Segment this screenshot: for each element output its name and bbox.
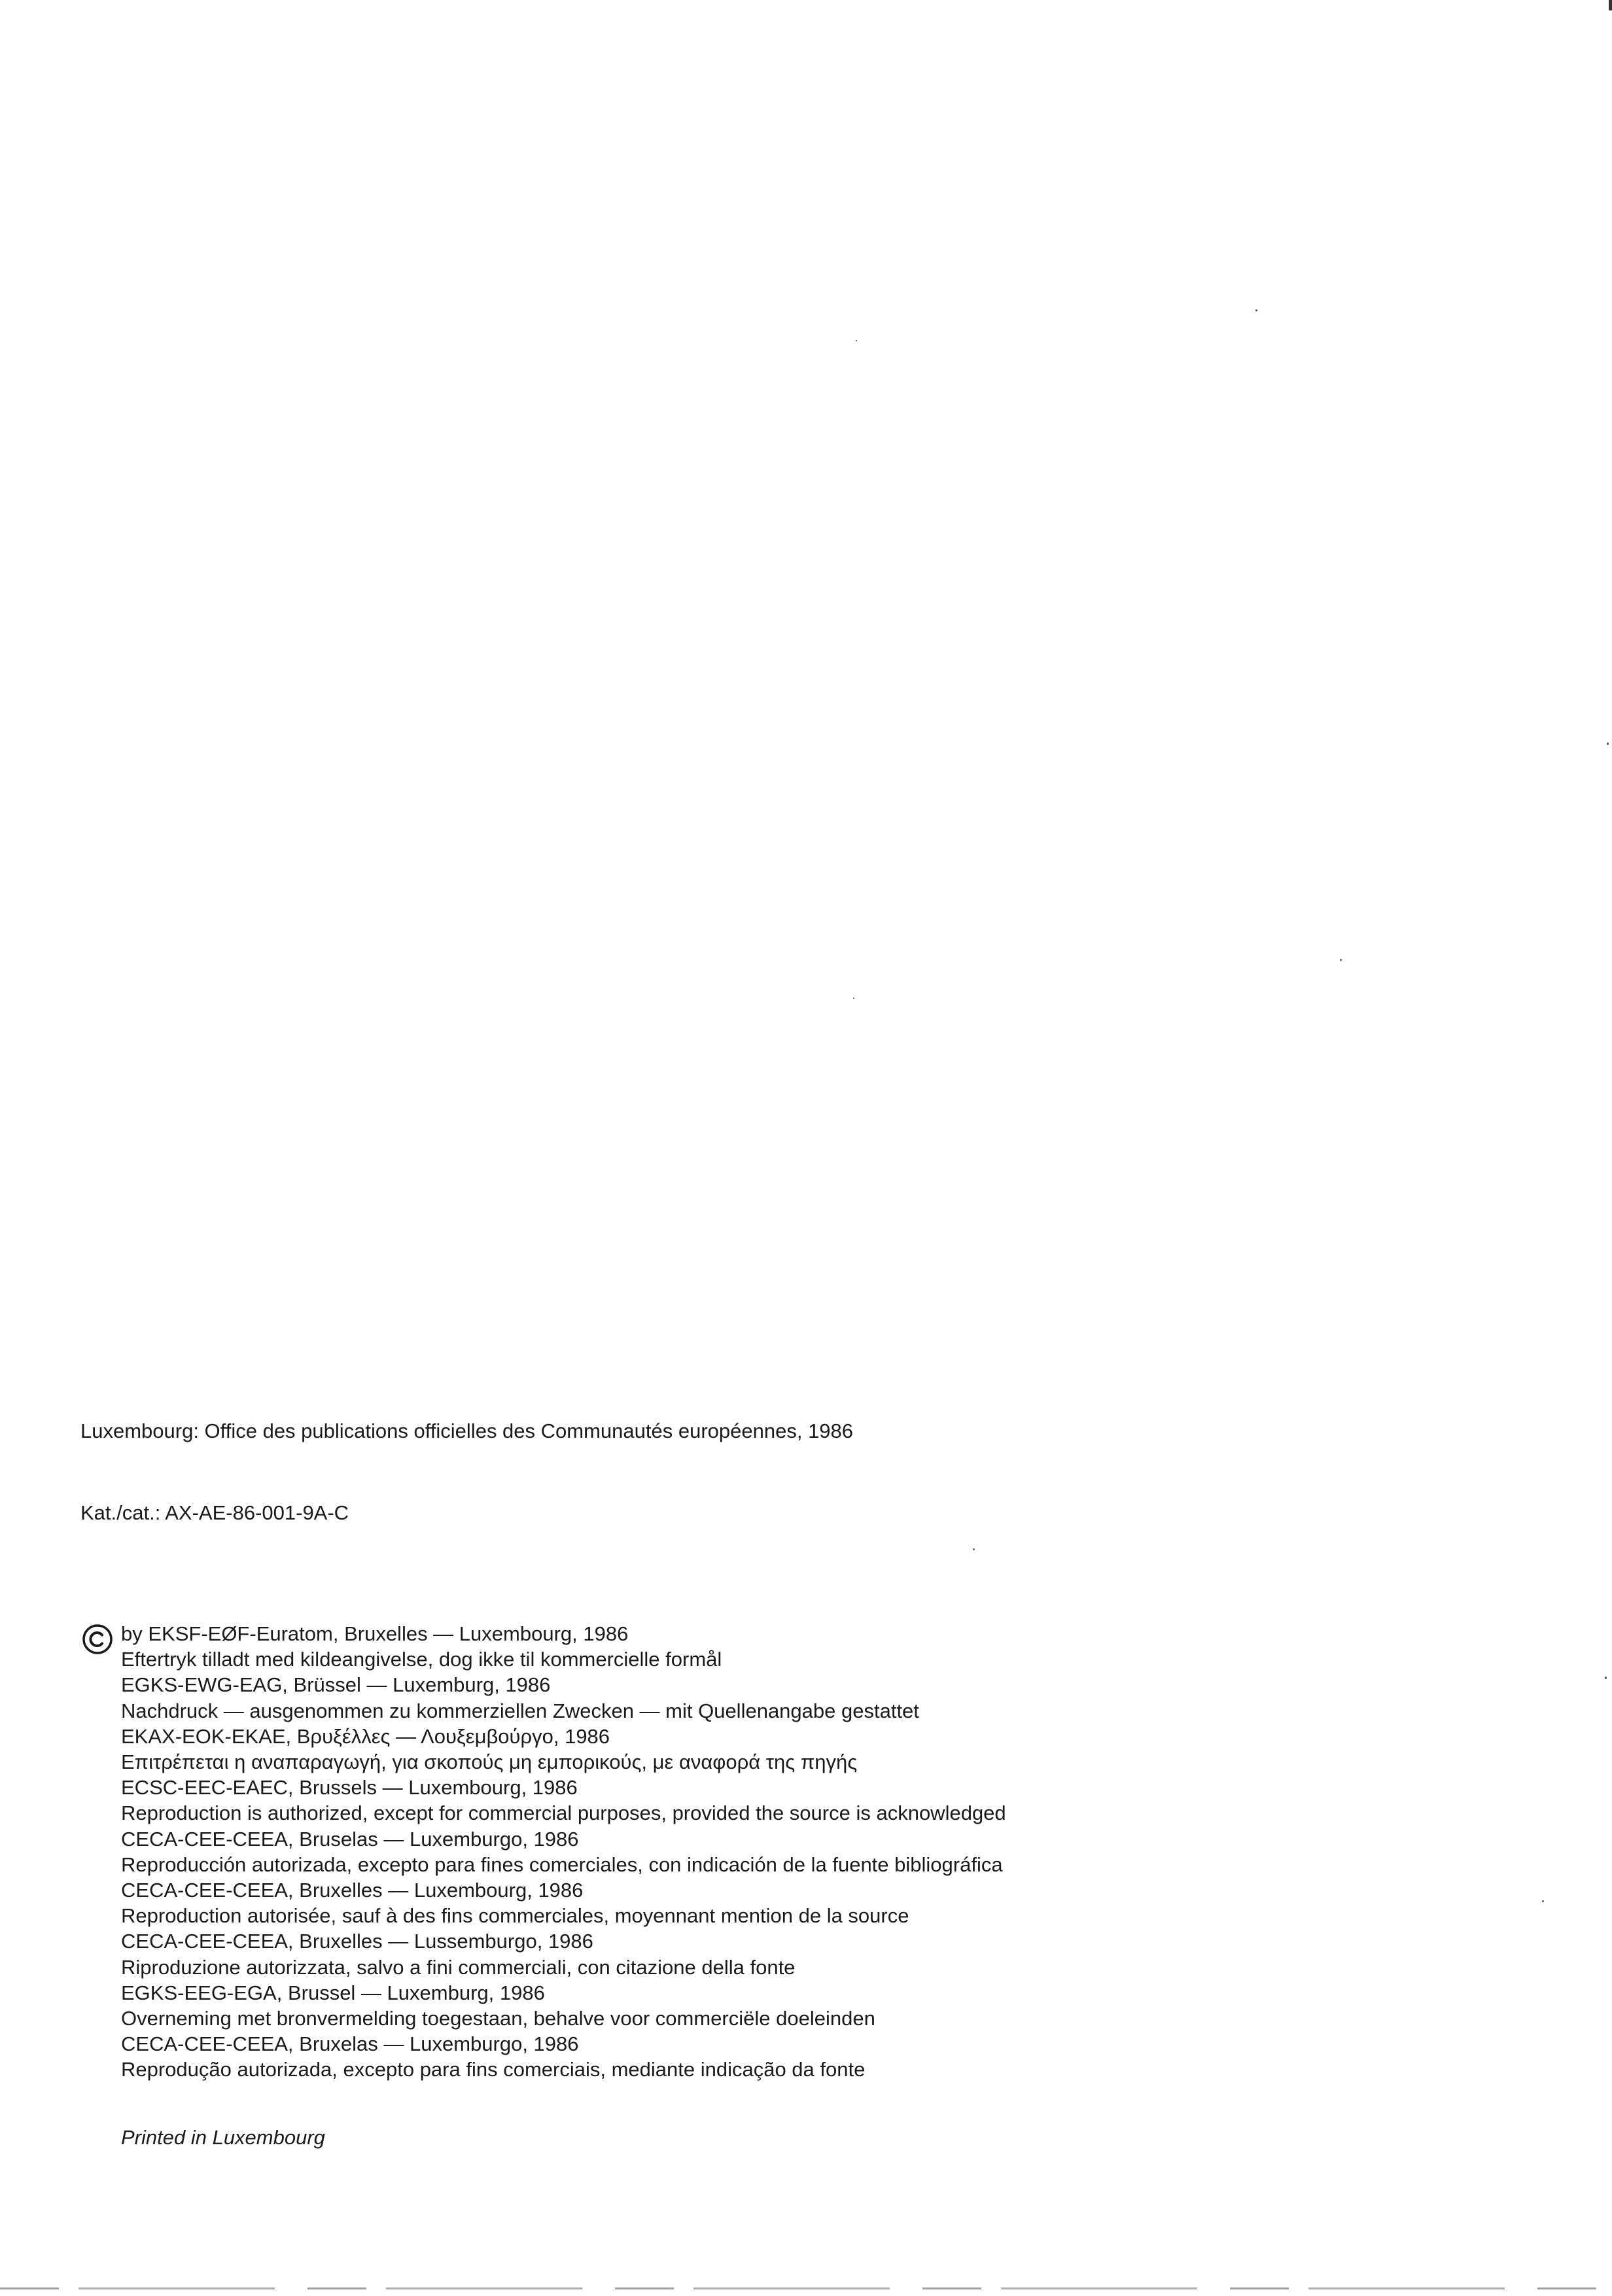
copyright-line: CECA-CEE-CEEA, Bruxelas — Luxemburgo, 1986 <box>121 2032 579 2056</box>
copyright-line: EKAX-EOK-EKAE, Βρυξέλλες — Λουξεμβούργο, 1986 <box>121 1724 610 1748</box>
scan-speck <box>1340 959 1342 961</box>
copyright-line: EGKS-EWG-EAG, Brüssel — Luxemburg, 1986 <box>121 1673 551 1697</box>
scan-speck <box>1255 309 1257 311</box>
scan-speck <box>973 1548 975 1550</box>
catalog-number: Kat./cat.: AX-AE-86-001-9A-C <box>80 1501 349 1524</box>
copyright-line: CECA-CEE-CEEA, Bruxelles — Luxembourg, 1986 <box>121 1879 584 1902</box>
copyright-line: ECSC-EEC-EAEC, Brussels — Luxembourg, 1986 <box>121 1776 578 1800</box>
copyright-line: Overneming met bronvermelding toegestaan, behalve voor commerciële doeleinden <box>121 2007 875 2030</box>
copyright-lines <box>121 1621 1006 2083</box>
copyright-icon <box>82 1624 113 1655</box>
copyright-line: EGKS-EEG-EGA, Brussel — Luxemburg, 1986 <box>121 1981 545 2004</box>
scan-speck <box>1542 1900 1544 1902</box>
scan-speck <box>1605 1677 1607 1679</box>
scan-speck <box>1607 742 1609 745</box>
copyright-line: Reproducción autorizada, excepto para fines comerciales, con indicación de la fuente bibliográfica <box>121 1852 1003 1876</box>
copyright-line: Reproduction is authorized, except for commercial purposes, provided the source is acknowledged <box>121 1801 1006 1825</box>
copyright-line: by EKSF-EØF-Euratom, Bruxelles — Luxembourg, 1986 <box>121 1622 629 1645</box>
scan-speck <box>853 998 854 999</box>
publisher-line: Luxembourg: Office des publications officielles des Communautés européennes, 1986 <box>80 1419 854 1442</box>
copyright-line: Reprodução autorizada, excepto para fins comerciais, mediante indicação da fonte <box>121 2058 866 2081</box>
copyright-line: Riproduzione autorizzata, salvo a fini commerciali, con citazione della fonte <box>121 1955 796 1979</box>
bottom-scan-rule <box>0 2287 1612 2289</box>
copyright-line: Nachdruck — ausgenommen zu kommerziellen Zwecken — mit Quellenangabe gestattet <box>121 1699 919 1722</box>
printed-in-line: Printed in Luxembourg <box>121 2126 325 2149</box>
scan-speck <box>856 340 857 341</box>
copyright-line: Επιτρέπεται η αναπαραγωγή, για σκοπούς μη εμπορικούς, με αναφορά της πηγής <box>121 1750 858 1774</box>
copyright-line: CECA-CEE-CEEA, Bruselas — Luxemburgo, 1986 <box>121 1827 579 1851</box>
copyright-line: CECA-CEE-CEEA, Bruxelles — Lussemburgo, 1986 <box>121 1930 593 1953</box>
scan-edge-mark <box>1609 0 1612 10</box>
copyright-line: Reproduction autorisée, sauf à des fins commerciales, moyennant mention de la source <box>121 1904 909 1928</box>
copyright-line: Eftertryk tilladt med kildeangivelse, dog ikke til kommercielle formål <box>121 1648 722 1671</box>
